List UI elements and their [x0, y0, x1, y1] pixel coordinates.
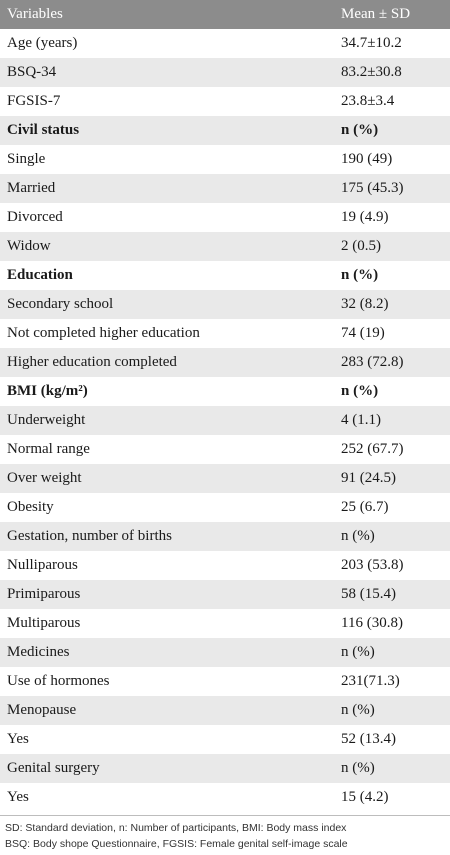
row-value: n (%)	[341, 760, 375, 776]
footnote: SD: Standard deviation, n: Number of participants, BMI: Body mass index	[5, 822, 347, 834]
table-row	[0, 58, 450, 87]
row-value: n (%)	[341, 267, 379, 283]
row-value: n (%)	[341, 528, 375, 544]
table-row	[0, 638, 450, 667]
row-label: Higher education completed	[7, 354, 177, 370]
row-label: Divorced	[7, 209, 63, 225]
table-row	[0, 261, 450, 290]
row-value: 190 (49)	[341, 151, 393, 167]
footnote: BSQ: Body shope Questionnaire, FGSIS: Female genital self-image scale	[5, 838, 348, 850]
row-label: Underweight	[7, 412, 86, 428]
table-body	[0, 29, 450, 812]
row-value: n (%)	[341, 383, 379, 399]
row-label: Multiparous	[7, 615, 81, 631]
row-value: 83.2±30.8	[341, 64, 402, 80]
table-row	[0, 580, 450, 609]
table-row	[0, 522, 450, 551]
row-value: 58 (15.4)	[341, 586, 396, 602]
table-header	[0, 0, 450, 29]
row-value: 23.8±3.4	[341, 93, 395, 109]
table-row	[0, 29, 450, 58]
row-label: BSQ-34	[7, 64, 57, 80]
table-row	[0, 232, 450, 261]
table-row	[0, 377, 450, 406]
row-value: 34.7±10.2	[341, 35, 402, 51]
table-row	[0, 696, 450, 725]
header-variables: Variables	[7, 6, 63, 22]
row-label: Obesity	[7, 499, 54, 515]
table-footnotes	[0, 815, 450, 852]
row-label: FGSIS-7	[7, 93, 61, 109]
row-value: 231(71.3)	[341, 673, 400, 689]
row-label: Education	[7, 267, 73, 283]
row-value: 203 (53.8)	[341, 557, 404, 573]
row-value: 2 (0.5)	[341, 238, 381, 254]
row-label: Genital surgery	[7, 760, 100, 776]
row-label: Civil status	[7, 122, 80, 138]
row-label: Secondary school	[7, 296, 114, 312]
row-label: Yes	[7, 789, 29, 805]
row-label: Primiparous	[7, 586, 81, 602]
row-value: n (%)	[341, 702, 375, 718]
row-label: Over weight	[7, 470, 82, 486]
row-label: Not completed higher education	[7, 325, 200, 341]
table-row	[0, 493, 450, 522]
row-value: 25 (6.7)	[341, 499, 389, 515]
row-value: 283 (72.8)	[341, 354, 404, 370]
row-value: 4 (1.1)	[341, 412, 381, 428]
row-label: Nulliparous	[7, 557, 78, 573]
table-row	[0, 435, 450, 464]
row-label: Age (years)	[7, 35, 78, 51]
row-label: Normal range	[7, 441, 90, 457]
row-value: 91 (24.5)	[341, 470, 396, 486]
row-value: 15 (4.2)	[341, 789, 389, 805]
row-label: Medicines	[7, 644, 70, 660]
row-value: n (%)	[341, 644, 375, 660]
table-row	[0, 667, 450, 696]
row-label: Yes	[7, 731, 29, 747]
table-row	[0, 290, 450, 319]
table-row	[0, 203, 450, 232]
row-label: Gestation, number of births	[7, 528, 172, 544]
row-value: 74 (19)	[341, 325, 385, 341]
row-label: Use of hormones	[7, 673, 110, 689]
row-value: 19 (4.9)	[341, 209, 389, 225]
row-label: Single	[7, 151, 46, 167]
table-row	[0, 319, 450, 348]
table-row	[0, 116, 450, 145]
table-row	[0, 87, 450, 116]
row-value: 116 (30.8)	[341, 615, 403, 631]
header-mean-sd: Mean ± SD	[341, 6, 411, 22]
table-row	[0, 406, 450, 435]
row-label: Menopause	[7, 702, 77, 718]
row-value: 52 (13.4)	[341, 731, 396, 747]
row-label: Widow	[7, 238, 51, 254]
row-label: Married	[7, 180, 56, 196]
row-value: 32 (8.2)	[341, 296, 389, 312]
table-row	[0, 725, 450, 754]
row-value: 175 (45.3)	[341, 180, 404, 196]
row-value: n (%)	[341, 122, 379, 138]
table-row	[0, 174, 450, 203]
row-value: 252 (67.7)	[341, 441, 404, 457]
table-row	[0, 145, 450, 174]
table-row	[0, 754, 450, 783]
row-label: BMI (kg/m²)	[7, 383, 88, 399]
table-row	[0, 464, 450, 493]
table-row	[0, 348, 450, 377]
table-row	[0, 609, 450, 638]
table-row	[0, 551, 450, 580]
table-row	[0, 783, 450, 812]
